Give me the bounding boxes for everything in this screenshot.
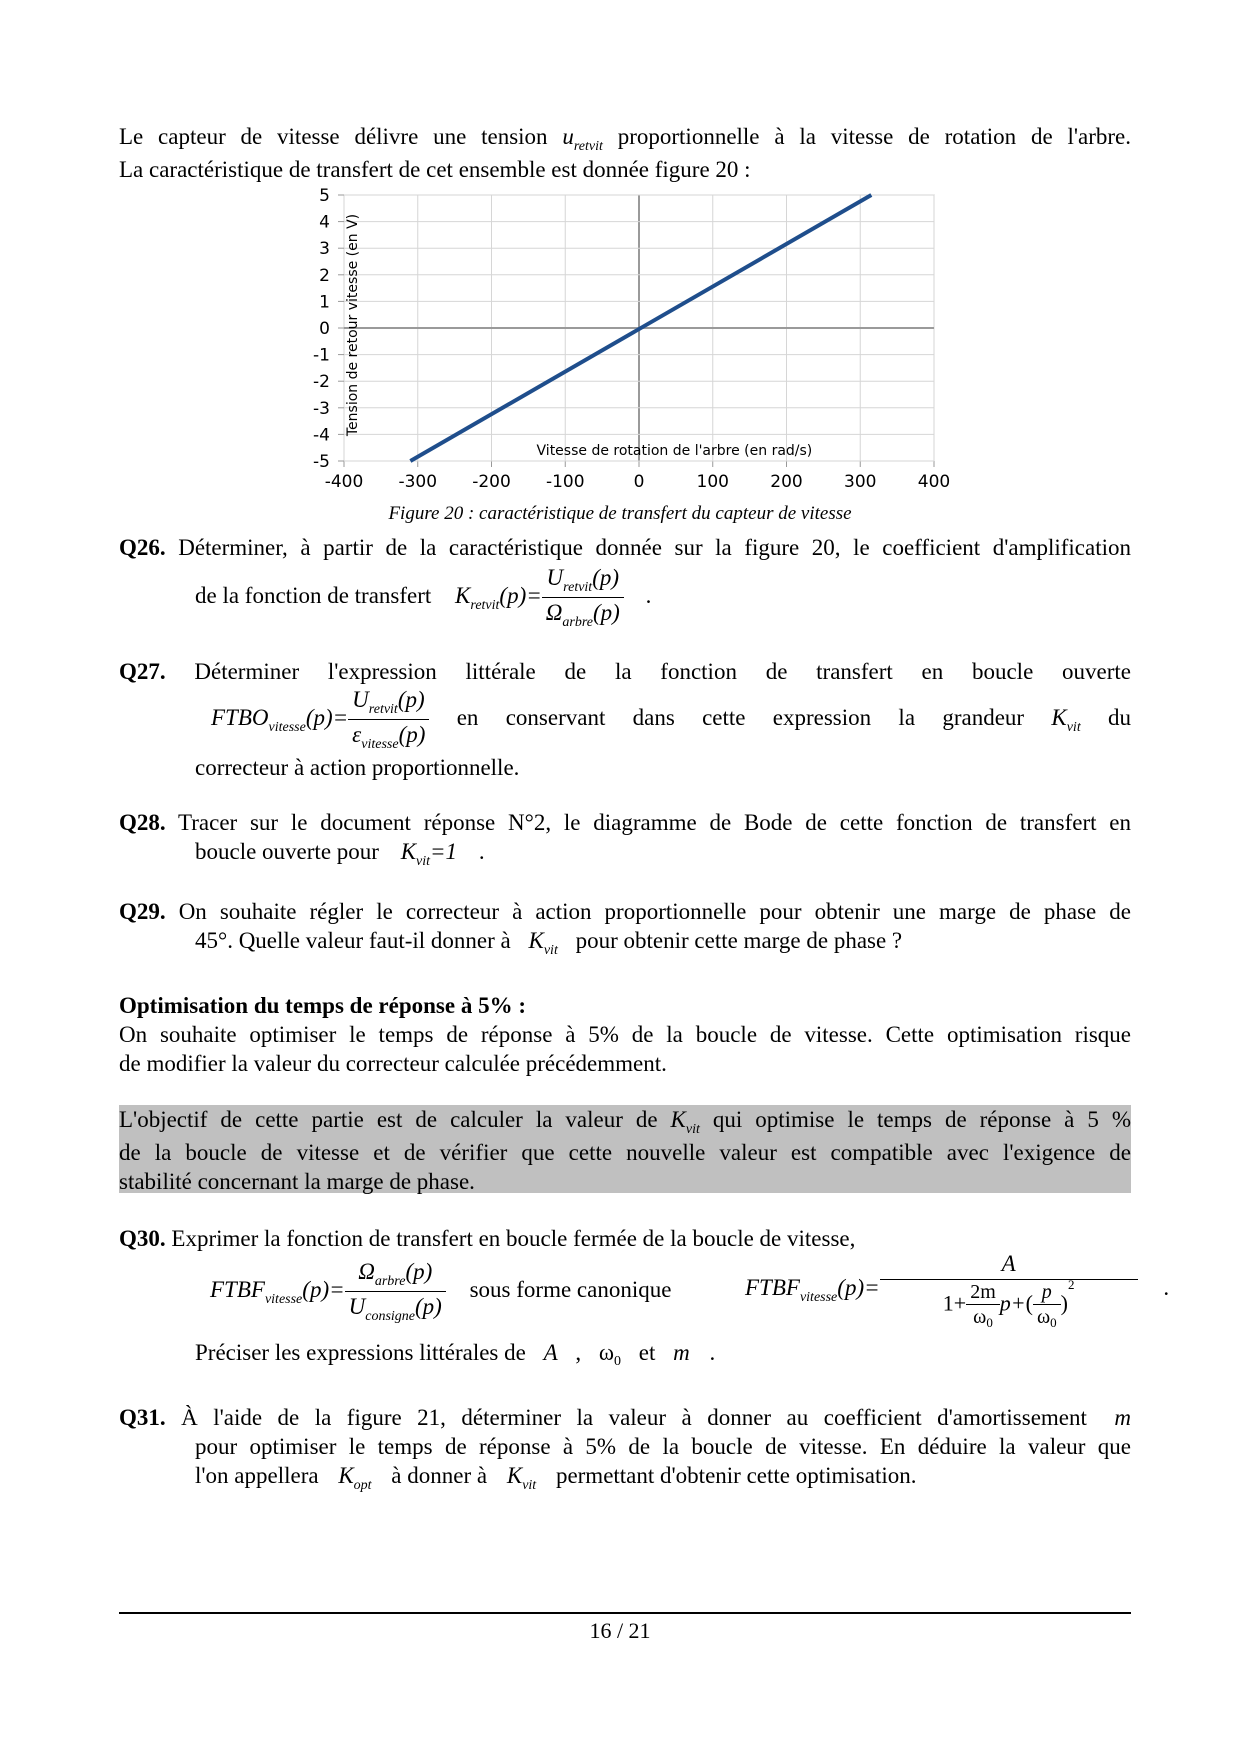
y-tick-label: -3 — [313, 398, 330, 419]
ftbf-canonical-form: $FTBF_{vitesse}(p)=$ A 1+ $\frac{2m}{\omega_0}$ p+( $\frac{p}{\omega_0}$ )$^2$ . — [745, 1251, 1170, 1330]
k-retvit-symbol: $K_{retvit}(p)=$ — [455, 582, 542, 613]
y-tick-label: 3 — [319, 239, 330, 260]
k-vit-equals-1: $K_{vit}=1$ — [400, 839, 458, 869]
ftbf-symbol: $FTBF_{vitesse}(p)=$ — [210, 1276, 345, 1307]
y-tick-label: 0 — [319, 319, 330, 339]
y-tick-label: 2 — [319, 265, 330, 286]
k-retvit-fraction: $\frac{U_{retvit}(p)}{\Omega_{arbre}(p)}$ — [542, 564, 624, 631]
question-q31: Q31. À l'aide de la figure 21, déterminer la valeur à donner au coefficient d'amortissement m pour optimiser le temps de réponse à 5% de la boucle de vitesse. En déduire la valeur que l'on appellera $K_{opt}$ à donner à $K_{vit}$ permettant d'obtenir cette optimisation. — [119, 1405, 1132, 1493]
q27-label: Q27. — [119, 659, 166, 684]
x-tick-label: -200 — [472, 472, 511, 492]
q30-precise-line: Préciser les expressions littérales de A , $\omega_0$ et m . — [195, 1340, 716, 1369]
y-tick-label: 1 — [319, 292, 330, 313]
x-tick-label: -100 — [545, 472, 585, 492]
x-tick-label: 0 — [633, 472, 645, 492]
optimisation-section: Optimisation du temps de réponse à 5% : On souhaite optimiser le temps de réponse à 5% de la boucle de vitesse. Cette optimisation risque de modifier la valeur du correcteur calculée précédemment. — [119, 993, 1131, 1076]
y-tick-label: 4 — [319, 212, 330, 233]
k-vit-symbol: $K_{vit}$ — [670, 1107, 700, 1137]
canonical-fraction: A 1+ $\frac{2m}{\omega_0}$ p+( $\frac{p}{\omega_0}$ )$^2$ — [880, 1250, 1138, 1330]
y-tick-label: -4 — [313, 425, 330, 446]
ftbo-symbol: $FTBO_{vitesse}(p)=$ — [211, 704, 349, 735]
ftbf-symbol: $FTBF_{vitesse}(p)=$ — [745, 1275, 880, 1306]
figure-20-chart — [300, 185, 960, 505]
y-tick-label: -1 — [313, 345, 330, 366]
y-tick-label: 5 — [319, 186, 330, 206]
intro-line-2: La caractéristique de transfert de cet ensemble est donnée figure 20 : — [119, 157, 751, 182]
page-number: 16 / 21 — [589, 1618, 651, 1643]
ftbo-fraction: $\frac{U_{retvit}(p)}{\varepsilon_{vitesse}(p)}$ — [348, 686, 429, 753]
question-q27: Q27. Déterminer l'expression littérale de la fonction de transfert en boucle ouverte $FTBO_{vitesse}(p)=$ $\frac{U_{retvit}(p)}{\varepsilon_{vitesse}(p)}$ en conservant dans cette expression la grandeur $K_{vit}$ du correcteur à action proportionnelle. — [119, 659, 1132, 780]
k-vit-symbol: $K_{vit}$ — [506, 1463, 537, 1493]
q31-label: Q31. — [119, 1405, 166, 1430]
ftbf-fraction: $\frac{\Omega_{arbre}(p)}{U_{consigne}(p)}$ — [345, 1258, 446, 1325]
y-tick-label: -5 — [313, 452, 330, 472]
question-q26: Q26. Déterminer, à partir de la caractéristique donnée sur la figure 20, le coefficient d'amplification de la fonction de transfert $K_{retvit}(p)=$ $\frac{U_{retvit}(p)}{\Omega_{arbre}(p)}$ . — [119, 535, 1131, 630]
k-vit-symbol: $K_{vit}$ — [528, 928, 558, 958]
x-tick-label: 300 — [844, 472, 877, 492]
y-tick-label: -2 — [313, 372, 330, 393]
ftbf-definition: $FTBF_{vitesse}(p)=$ $\frac{\Omega_{arbre}(p)}{U_{consigne}(p)}$ sous forme canonique — [210, 1259, 672, 1324]
x-tick-label: 200 — [770, 472, 803, 492]
omega0-symbol: $\omega_0$ — [598, 1340, 622, 1369]
question-q30: Q30. Exprimer la fonction de transfert en boucle fermée de la boucle de vitesse, — [119, 1226, 856, 1251]
q30-label: Q30. — [119, 1226, 166, 1251]
figure-20-caption: Figure 20 : caractéristique de transfert du capteur de vitesse — [388, 503, 852, 524]
q28-label: Q28. — [119, 810, 166, 835]
q26-label: Q26. — [119, 535, 166, 560]
optimisation-heading: Optimisation du temps de réponse à 5% : — [119, 993, 526, 1018]
intro-line-1: Le capteur de vitesse délivre une tension $u_{retvit}$ proportionnelle à la vitesse de rotation de l'arbre. — [119, 124, 1132, 154]
question-q29: Q29. On souhaite régler le correcteur à action proportionnelle pour obtenir une marge de phase de 45°. Quelle valeur faut-il donner à $K_{vit}$ pour obtenir cette marge de phase ? — [119, 899, 1131, 958]
x-tick-label: 400 — [917, 472, 951, 492]
x-axis-label: Vitesse de rotation de l'arbre (en rad/s) — [536, 443, 813, 459]
objective-text: L'objectif de cette partie est de calculer la valeur de $K_{vit}$ qui optimise le temps de réponse à 5 % de la boucle de vitesse et de vérifier que cette nouvelle valeur est compatible avec l'exigence de stabilité concernant la marge de phase. — [119, 1107, 1131, 1194]
k-opt-symbol: $K_{opt}$ — [338, 1463, 372, 1493]
footer-rule — [119, 1612, 1131, 1614]
y-axis-label: Tension de retour vitesse (en V) — [345, 213, 361, 437]
k-vit-symbol: $K_{vit}$ — [1051, 704, 1081, 735]
q29-label: Q29. — [119, 899, 166, 924]
u-retvit-symbol: $u_{retvit}$ — [562, 124, 603, 154]
question-q28: Q28. Tracer sur le document réponse N°2, le diagramme de Bode de cette fonction de transfert en boucle ouverte pour $K_{vit}=1$ . — [119, 810, 1131, 869]
x-tick-label: -400 — [324, 472, 364, 492]
intro-paragraph — [119, 122, 1131, 184]
x-tick-label: 100 — [696, 472, 729, 492]
x-tick-label: -300 — [398, 472, 438, 492]
